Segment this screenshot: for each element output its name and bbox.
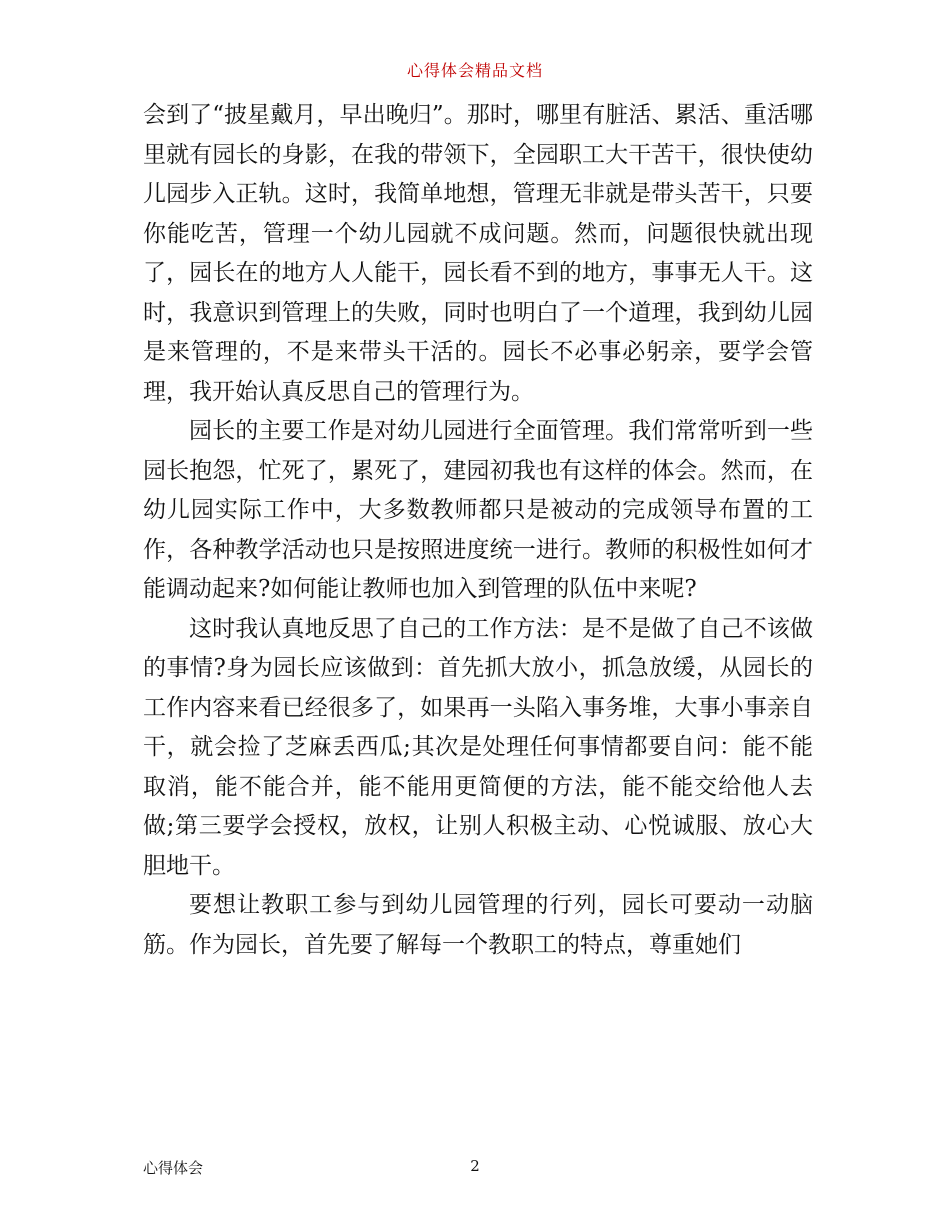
paragraph: 要想让教职工参与到幼儿园管理的行列，园长可要动一动脑筋。作为园长，首先要了解每一个教职工的特点，尊重她们 <box>143 892 813 958</box>
document-header-title: 心得体会精品文档 <box>406 61 543 80</box>
document-body <box>143 96 813 965</box>
paragraph-continued: 会到了“披星戴月，早出晚归”。那时，哪里有脏活、累活、重活哪里就有园长的身影，在我的带领下，全园职工大干苦干，很快使幼儿园步入正轨。这时，我简单地想，管理无非就是带头苦干，只要你能吃苦，管理一个幼儿园就不成问题。然而，问题很快就出现了，园长在的地方人人能干，园长看不到的地方，事事无人干。这时，我意识到管理上的失败，同时也明白了一个道理，我到幼儿园是来管理的，不是来带头干活的。园长不必事必躬亲，要学会管理，我开始认真反思自己的管理行为。 <box>143 102 813 405</box>
paragraph: 园长的主要工作是对幼儿园进行全面管理。我们常常听到一些园长抱怨，忙死了，累死了，建园初我也有这样的体会。然而，在幼儿园实际工作中，大多数教师都只是被动的完成领导布置的工作，各种教学活动也只是按照进度统一进行。教师的积极性如何才能调动起来?如何能让教师也加入到管理的队伍中来呢? <box>143 418 813 602</box>
page-number: 2 <box>470 1157 480 1175</box>
paragraph: 这时我认真地反思了自己的工作方法：是不是做了自己不该做的事情?身为园长应该做到：首先抓大放小，抓急放缓，从园长的工作内容来看已经很多了，如果再一头陷入事务堆，大事小事亲自干，就会捡了芝麻丢西瓜;其次是处理任何事情都要自问：能不能取消，能不能合并，能不能用更简便的方法，能不能交给他人去做;第三要学会授权，放权，让别人积极主动、心悦诚服、放心大胆地干。 <box>143 615 813 879</box>
footer-label: 心得体会 <box>143 1159 204 1177</box>
